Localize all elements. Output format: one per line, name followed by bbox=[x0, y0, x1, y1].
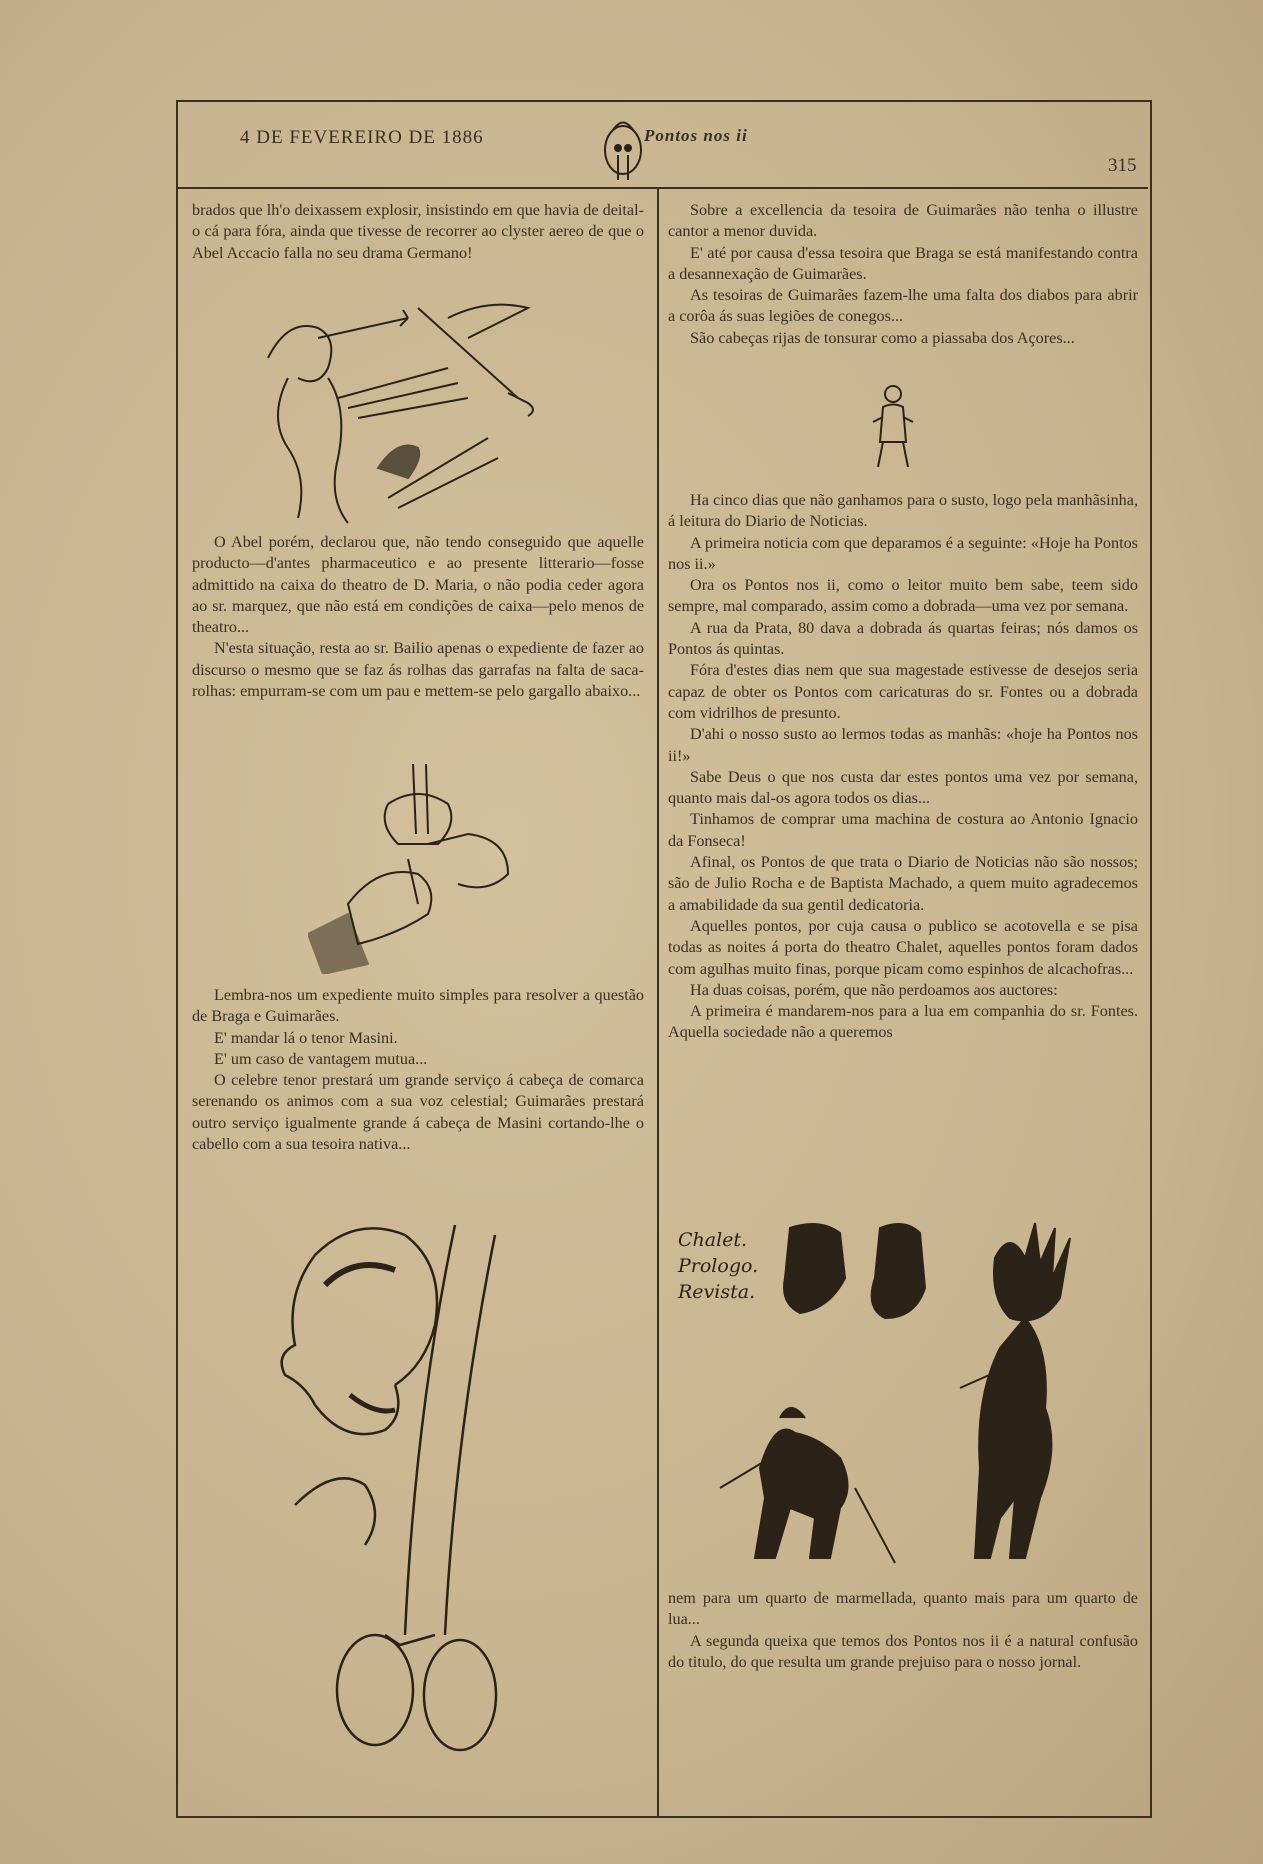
paragraph: nem para um quarto de marmellada, quanto mais para um quarto de lua... bbox=[668, 1589, 1138, 1629]
revista-label: Revista. bbox=[678, 1281, 756, 1303]
paragraph: A rua da Prata, 80 dava a dobrada ás quartas feiras; nós damos os Pontos ás quintas. bbox=[668, 618, 1138, 659]
paragraph: O Abel porém, declarou que, não tendo conseguido que aquelle producto—d'antes pharmaceutico e ao presente litterario—fosse admittido na caixa do theatro de D. Maria, o não podia ceder agora ao sr. marquez, que não está em condições de caixa—pelo menos de theatro... bbox=[192, 533, 644, 637]
paragraph: brados que lh'o deixassem explosir, insistindo em que havia de deital-o cá para fóra, ainda que tivesse de recorrer ao clyster aereo de que o Abel Accacio falla no seu drama Germano! bbox=[192, 201, 644, 262]
paragraph: N'esta situação, resta ao sr. Bailio apenas o expediente de fazer ao discurso o mesmo que se faz ás rolhas das garrafas na falta de saca-rolhas: empurram-se com um pau e mettem-se pelo gargallo abaixo... bbox=[192, 639, 644, 701]
paragraph: A primeira é mandarem-nos para a lua em companhia do sr. Fontes. Aquella sociedade não a queremos bbox=[668, 1002, 1138, 1042]
paragraph: D'ahi o nosso susto ao lermos todas as manhãs: «hoje ha Pontos nos ii!» bbox=[668, 725, 1138, 765]
right-text-block-1 bbox=[668, 200, 1138, 349]
column-divider bbox=[657, 187, 659, 1816]
paragraph: São cabeças rijas de tonsurar como a piassaba dos Açores... bbox=[690, 328, 1075, 347]
chalet-label: Chalet. bbox=[678, 1229, 748, 1251]
small-figure-vignette bbox=[868, 382, 918, 470]
left-text-block-3 bbox=[192, 985, 644, 1155]
right-text-block-3 bbox=[668, 1588, 1138, 1673]
paragraph: Ha duas coisas, porém, que não perdoamos aos auctores: bbox=[690, 980, 1058, 999]
paragraph: O celebre tenor prestará um grande serviço á cabeça de comarca serenando os animos com a sua voz celestial; Guimarães prestará outro serviço igualmente grande á cabeça de Masini cortando-lhe o cabello com a sua tesoira nativa... bbox=[192, 1071, 644, 1154]
chalet-handwritten-labels bbox=[678, 1228, 758, 1306]
prologo-label: Prologo. bbox=[678, 1255, 759, 1277]
masini-scissors-illustration bbox=[255, 1215, 615, 1790]
issue-date: 4 DE FEVEREIRO DE 1886 bbox=[240, 127, 484, 148]
hand-pushing-cork-illustration bbox=[308, 764, 538, 974]
paragraph: As tesoiras de Guimarães fazem-lhe uma falta dos diabos para abrir a corôa ás suas legiões de conegos... bbox=[668, 286, 1138, 326]
paragraph: Tinhamos de comprar uma machina de costura ao Antonio Ignacio da Fonseca! bbox=[668, 810, 1138, 850]
paragraph: Sobre a excellencia da tesoira de Guimarães não tenha o illustre cantor a menor duvida. bbox=[668, 201, 1138, 241]
paragraph: Ha cinco dias que não ganhamos para o susto, logo pela manhãsinha, á leitura do Diario de Noticias. bbox=[668, 491, 1138, 531]
flying-man-illustration bbox=[228, 298, 628, 530]
left-text-block-1 bbox=[192, 200, 644, 264]
masthead-logo bbox=[588, 110, 748, 185]
page-number: 315 bbox=[1108, 155, 1137, 176]
paragraph: A segunda queixa que temos dos Pontos nos ii é a natural confusão do titulo, do que resulta um grande prejuiso para o nosso jornal. bbox=[668, 1631, 1138, 1671]
paragraph: Fóra d'estes dias nem que sua magestade estivesse de desejos seria capaz de obter os Pontos com caricaturas do sr. Fontes ou a dobrada com vidrilhos de presunto. bbox=[668, 661, 1138, 722]
masthead-title: Pontos nos ii bbox=[644, 126, 748, 145]
right-text-block-2 bbox=[668, 490, 1138, 1044]
paragraph: E' um caso de vantagem mutua... bbox=[214, 1049, 428, 1068]
header-rule bbox=[176, 187, 1148, 189]
paragraph: Afinal, os Pontos de que trata o Diario de Noticias não são nossos; são de Julio Rocha e de Baptista Machado, a quem muito agradecemos a amabilidade da sua gentil dedicatoria. bbox=[668, 853, 1138, 914]
paragraph: Lembra-nos um expediente muito simples para resolver a questão de Braga e Guimarães. bbox=[192, 986, 644, 1026]
paragraph: A primeira noticia com que deparamos é a seguinte: «Hoje ha Pontos nos ii.» bbox=[668, 533, 1138, 573]
paragraph: Aquelles pontos, por cuja causa o publico se acotovella e se pisa todas as noites á porta do theatro Chalet, aquelles pontos foram dados com agulhas muito finas, porque picam como espinhos de alcachofras... bbox=[668, 916, 1138, 978]
paragraph: E' até por causa d'essa tesoira que Braga se está manifestando contra a desannexação de Guimarães. bbox=[668, 243, 1138, 283]
paragraph: Sabe Deus o que nos custa dar estes pontos uma vez por semana, quanto mais dal-os agora todos os dias... bbox=[668, 767, 1138, 808]
paragraph: E' mandar lá o tenor Masini. bbox=[214, 1028, 398, 1047]
left-text-block-2 bbox=[192, 532, 644, 702]
paragraph: Ora os Pontos nos ii, como o leitor muito bem sabe, teem sido sempre, mal comparado, assim como a dobrada—uma vez por semana. bbox=[668, 576, 1138, 616]
